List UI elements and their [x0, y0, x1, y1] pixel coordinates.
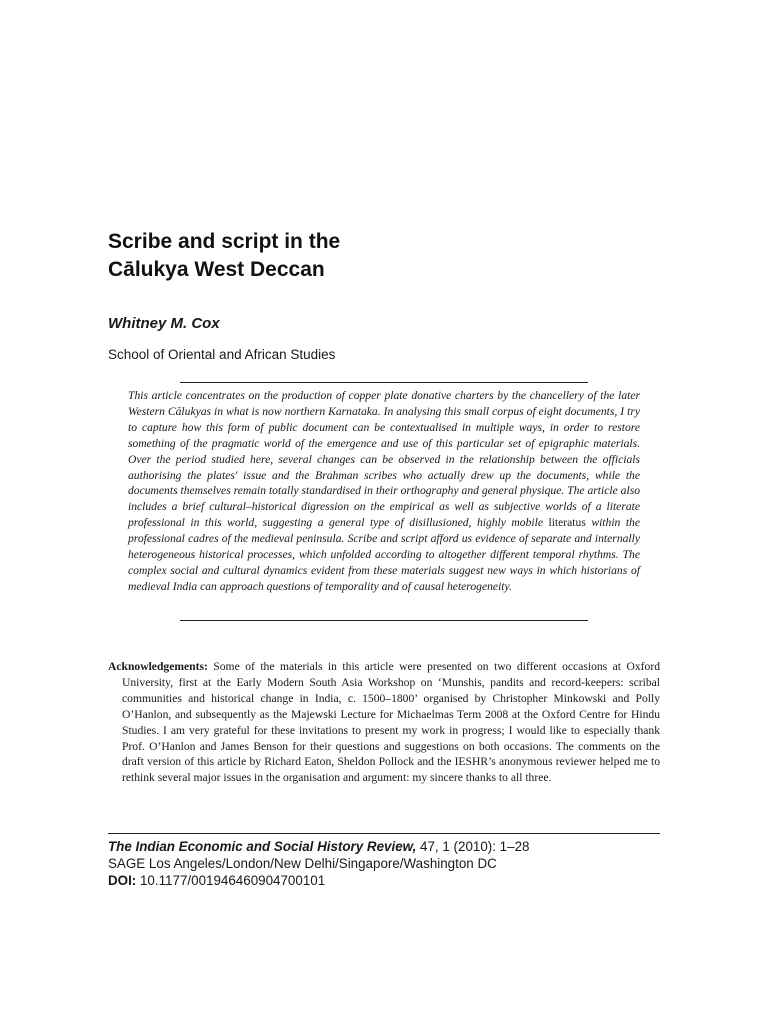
abstract	[128, 388, 640, 595]
acknowledgements	[108, 659, 660, 786]
article-title-line-1: Scribe and script in the	[108, 230, 341, 253]
footer-rule	[108, 833, 660, 834]
citation-footer	[108, 838, 668, 889]
article-title-line-2: Cālukya West Deccan	[108, 258, 325, 281]
publisher-line: SAGE Los Angeles/London/New Delhi/Singapore/Washington DC	[108, 856, 497, 871]
author-name: Whitney M. Cox	[108, 315, 220, 332]
doi-label: DOI:	[108, 873, 137, 888]
abstract-top-rule	[180, 382, 588, 383]
abstract-text-part-1: This article concentrates on the production of copper plate donative charters by the chancellery of the later Western Cālukyas in what is now northern Karnataka. In analysing this small corpus of eight documents, I try to capture how this form of public document can be contextualised in multiple ways, in order to restore something of the pragmatic world of the emergence and use of this particular set of epigraphic materials. Over the period studied here, several changes can be observed in the relationship between the officials authorising the plates' issue and the Brahman scribes who actually drew up the documents, while the documents themselves remain totally standardised in their orthography and general physique. The article also includes a brief cultural–historical digression on the empirical as well as subjective worlds of a literate professional in this world, suggesting a general type of disillusioned, highly mobile	[128, 389, 640, 530]
acknowledgements-text: Some of the materials in this article were presented on two different occasions at Oxford University, first at the Early Modern South Asia Workshop on ‘Munshis, pandits and record-keepers: scribal communities and historical change in India, c. 1500–1800’ organised by Christopher Minkowski and Polly O’Hanlon, and subsequently as the Majewski Lecture for Michaelmas Term 2008 at the Oxford Centre for Hindu Studies. I am very grateful for these invitations to present my work in progress; I would like to especially thank Prof. O’Hanlon and James Benson for their questions and suggestions on both occasions. The comments on the draft version of this article by Richard Eaton, Sheldon Pollock and the IESHR’s anonymous reviewer helped me to rethink several major issues in the organisation and argument: my sincere thanks to all three.	[122, 660, 660, 785]
doi-line	[108, 872, 668, 889]
abstract-bottom-rule	[180, 620, 588, 621]
abstract-text-part-2: within the professional cadres of the medieval peninsula. Scribe and script afford us evidence of separate and internally heterogeneous historical processes, which unfolded according to altogether different temporal rhythms. The complex social and cultural dynamics evident from these materials suggest new ways in which historians of medieval India can approach questions of temporality and of causal heterogeneity.	[128, 516, 641, 593]
journal-citation-line	[108, 838, 668, 855]
article-title	[108, 228, 668, 284]
journal-name: The Indian Economic and Social History Review,	[108, 839, 417, 854]
journal-volume-pages: 47, 1 (2010): 1–28	[416, 839, 530, 854]
abstract-upright-word: literatus	[548, 516, 586, 530]
acknowledgements-label: Acknowledgements:	[108, 660, 208, 673]
author-affiliation: School of Oriental and African Studies	[108, 347, 336, 362]
doi-value: 10.1177/001946460904700101	[136, 873, 326, 888]
